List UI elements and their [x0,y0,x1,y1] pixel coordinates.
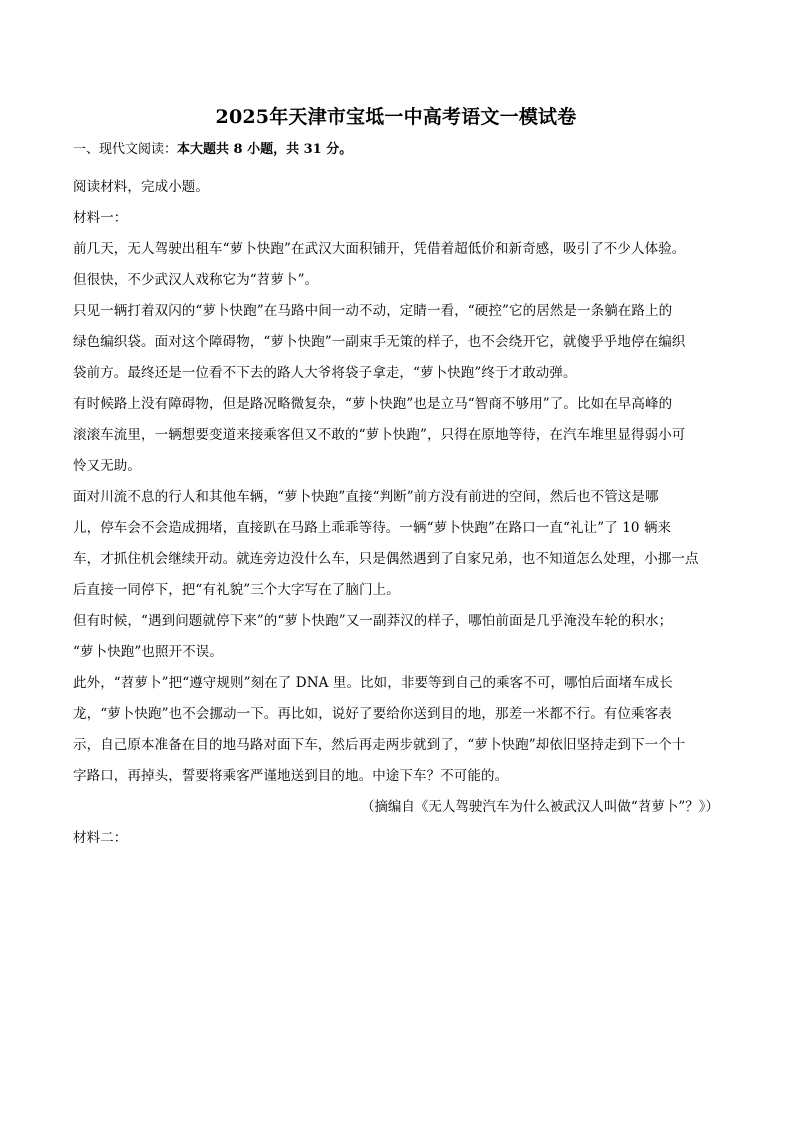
text-line: 儿，停车会不会造成拥堵，直接趴在马路上乖乖等待。一辆“萝卜快跑”在路口一直“礼让”了 10 辆来 [73,520,672,536]
text-line: 绿色编织袋。面对这个障碍物，“萝卜快跑”一副束手无策的样子，也不会绕开它，就傻乎乎地停在编织 [73,334,686,350]
text-line: 龙，“萝卜快跑”也不会挪动一下。再比如，说好了要给你送到目的地，那差一米都不行。有位乘客表 [73,706,672,722]
text-line: 但很快，不少武汉人戏称它为“苕萝卜”。 [73,272,319,288]
section-heading [73,140,719,160]
text-line: 前几天，无人驾驶出租车“萝卜快跑”在武汉大面积铺开，凭借着超低价和新奇感，吸引了不少人体验。 [73,241,686,257]
text-line: 示，自己原本准备在目的地马路对面下车，然后再走两步就到了，“萝卜快跑”却依旧坚持走到下一个十 [73,737,686,753]
text-line: 怜又无助。 [73,458,141,474]
text-line: 但有时候，“遇到问题就停下来”的“萝卜快跑”又一副莽汉的样子，哪怕前面是几乎淹没车轮的积水； [73,613,673,629]
material-two-label: 材料二： [73,830,128,846]
page-title: 2025年天津市宝坻一中高考语文一模试卷 [215,106,577,128]
text-line: 面对川流不息的行人和其他车辆，“萝卜快跑”直接“判断”前方没有前进的空间，然后也不管这是哪 [73,489,659,505]
text-line: 滚滚车流里，一辆想要变道来接乘客但又不敢的“萝卜快跑”，只得在原地等待，在汽车堆里显得弱小可 [73,427,686,443]
text-line: “萝卜快跑”也照开不误。 [73,644,224,660]
text-line: 后直接一同停下，把“有礼貌”三个大字写在了脑门上。 [73,582,400,598]
text-line: 车，才抓住机会继续开动。就连旁边没什么车，只是偶然遇到了自家兄弟，也不知道怎么处理，小挪一点 [73,551,699,567]
text-line: 阅读材料，完成小题。 [73,179,209,195]
text-line: 此外，“苕萝卜”把“遵守规则”刻在了 DNA 里。比如，非要等到自己的乘客不可，哪怕后面堵车成长 [73,675,673,691]
text-line: 字路口，再掉头，誓要将乘客严谨地送到目的地。中途下车？不可能的。 [73,768,509,784]
document-page [73,100,719,854]
text-line: 材料一： [73,210,128,226]
section-heading-detail: 本大题共 8 小题，共 31 分。 [177,142,353,157]
text-line: 袋前方。最终还是一位看不下去的路人大爷将袋子拿走，“萝卜快跑”终于才敢动弹。 [73,365,577,381]
section-heading-prefix: 一、现代文阅读： [73,142,178,157]
source-citation: （摘编自《无人驾驶汽车为什么被武汉人叫做“苕萝卜”？》） [360,799,719,815]
body-text [73,172,719,792]
text-line: 只见一辆打着双闪的“萝卜快跑”在马路中间一动不动，定睛一看，“硬控”它的居然是一条躺在路上的 [73,303,673,319]
text-line: 有时候路上没有障碍物，但是路况略微复杂，“萝卜快跑”也是立马“智商不够用”了。比如在早高峰的 [73,396,673,412]
